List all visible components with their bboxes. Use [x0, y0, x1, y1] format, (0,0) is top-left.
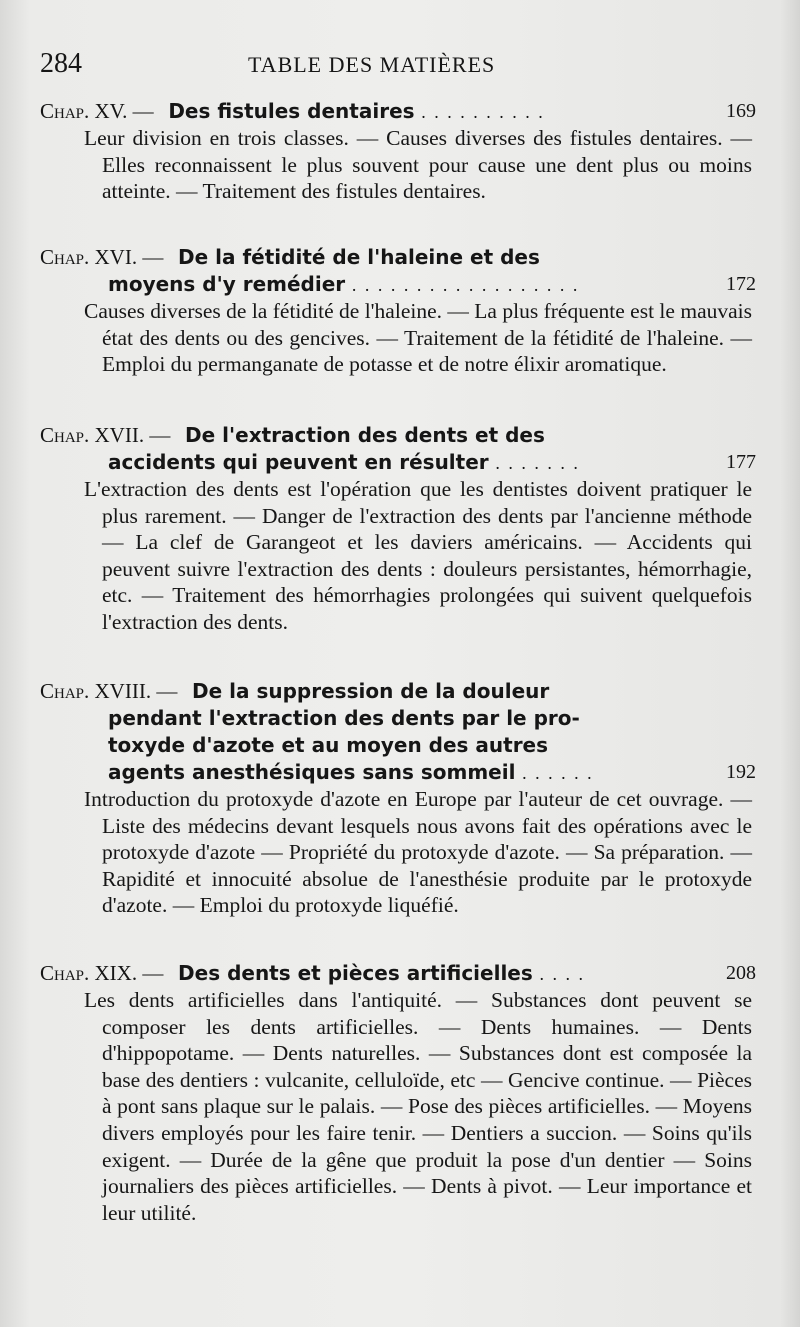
- chapter-heading-line: [40, 732, 756, 759]
- chapter-page-number: 192: [726, 761, 756, 783]
- toc-entry-chap-xvi: [40, 244, 756, 378]
- leader-dots: . . . . . . . . . . . . . . . . . .: [351, 275, 580, 295]
- chapter-page-number: 169: [726, 100, 756, 122]
- chapter-summary: L'extraction des dents est l'opération que les dentistes doivent pratiquer le plus rarement. — Danger de l'extraction des dents par l'ancienne méthode — La clef de Garangeot et les daviers américains. — Accidents qui peuvent suivre l'extraction des dents : douleurs persistantes, hémorrhagie, etc. — Traitement des hémorrhagies prolongées qui suivent quelquefois l'extraction des dents.: [84, 477, 752, 634]
- chapter-summary: Introduction du protoxyde d'azote en Europe par l'auteur de cet ouvrage. — Liste des médecins devant lesquels nous avons fait des opérations avec le protoxyde d'azote — Propriété du protoxyde d'azote. — Sa préparation. — Rapidité et innocuité absolue de l'anesthésie produite par le protoxyde d'azote. — Emploi du protoxyde liquéfié.: [84, 787, 752, 918]
- chapter-title-continued: moyens d'y remédier: [108, 272, 346, 296]
- chapter-label: Chap. XVIII. —: [40, 679, 178, 703]
- running-title: TABLE DES MATIÈRES: [248, 52, 496, 77]
- chapter-summary: Leur division en trois classes. — Causes diverses des fistules dentaires. — Elles reconnaissent le plus souvent pour cause une dent plus ou moins atteinte. — Traitement des fistules dentaires.: [84, 126, 752, 204]
- chapter-title-continued: agents anesthésiques sans sommeil: [108, 760, 516, 784]
- chapter-summary: Les dents artificielles dans l'antiquité. — Substances dont peuvent se composer les dents artificielles. — Dents humaines. — Dents d'hippopotame. — Dents naturelles. — Substances dont est composée la base des dentiers : vulcanite, celluloïde, etc — Gencive continue. — Pièces à pont sans plaque sur le palais. — Pose des pièces artificielles. — Moyens divers employés pour les faire tenir. — Dentiers a succion. — Soins qu'ils exigent. — Durée de la gêne que produit la pose d'un dentier — Soins journaliers des pièces artificielles. — Dents à pivot. — Leur importance et leur utilité.: [84, 988, 752, 1225]
- chapter-heading-line: [40, 422, 756, 449]
- chapter-heading-line: [40, 449, 756, 476]
- toc-entry-chap-xv: [40, 98, 756, 205]
- chapter-heading-line: [40, 271, 756, 298]
- chapter-label: Chap. XV. —: [40, 99, 154, 123]
- chapter-heading-line: [40, 244, 756, 271]
- chapter-title-continued: accidents qui peuvent en résulter: [108, 450, 489, 474]
- chapter-title: Des dents et pièces artificielles: [178, 961, 533, 985]
- toc-entry-chap-xix: [40, 960, 756, 1226]
- toc-entry-chap-xvii: [40, 422, 756, 636]
- chapter-title: De la fétidité de l'haleine et des: [178, 245, 540, 269]
- chapter-title: De l'extraction des dents et des: [185, 423, 545, 447]
- chapter-heading-line: [40, 759, 756, 786]
- chapter-label: Chap. XIX. —: [40, 961, 164, 985]
- leader-dots: . . . .: [539, 964, 585, 984]
- toc-entry-chap-xviii: [40, 678, 756, 919]
- page-header: [40, 48, 760, 82]
- chapter-page-number: 208: [726, 962, 756, 984]
- page-number: 284: [40, 48, 82, 79]
- chapter-title: Des fistules dentaires: [168, 99, 415, 123]
- chapter-heading-line: [40, 98, 756, 125]
- chapter-summary: Causes diverses de la fétidité de l'haleine. — La plus fréquente est le mauvais état des dents ou des gencives. — Traitement de la fétidité de l'haleine. — Emploi du permanganate de potasse et de notre élixir aromatique.: [84, 299, 752, 377]
- chapter-label: Chap. XVI. —: [40, 245, 164, 269]
- chapter-title: De la suppression de la douleur: [192, 679, 550, 703]
- chapter-label: Chap. XVII. —: [40, 423, 171, 447]
- chapter-heading-line: [40, 678, 756, 705]
- chapter-title-continued: toxyde d'azote et au moyen des autres: [108, 733, 549, 757]
- chapter-page-number: 177: [726, 451, 756, 473]
- chapter-page-number: 172: [726, 273, 756, 295]
- leader-dots: . . . . . . .: [495, 453, 580, 473]
- chapter-heading-line: [40, 705, 756, 732]
- chapter-title-continued: pendant l'extraction des dents par le pro-: [108, 706, 580, 730]
- chapter-heading-line: [40, 960, 756, 987]
- leader-dots: . . . . . . . . . .: [421, 102, 545, 122]
- leader-dots: . . . . . .: [522, 763, 594, 783]
